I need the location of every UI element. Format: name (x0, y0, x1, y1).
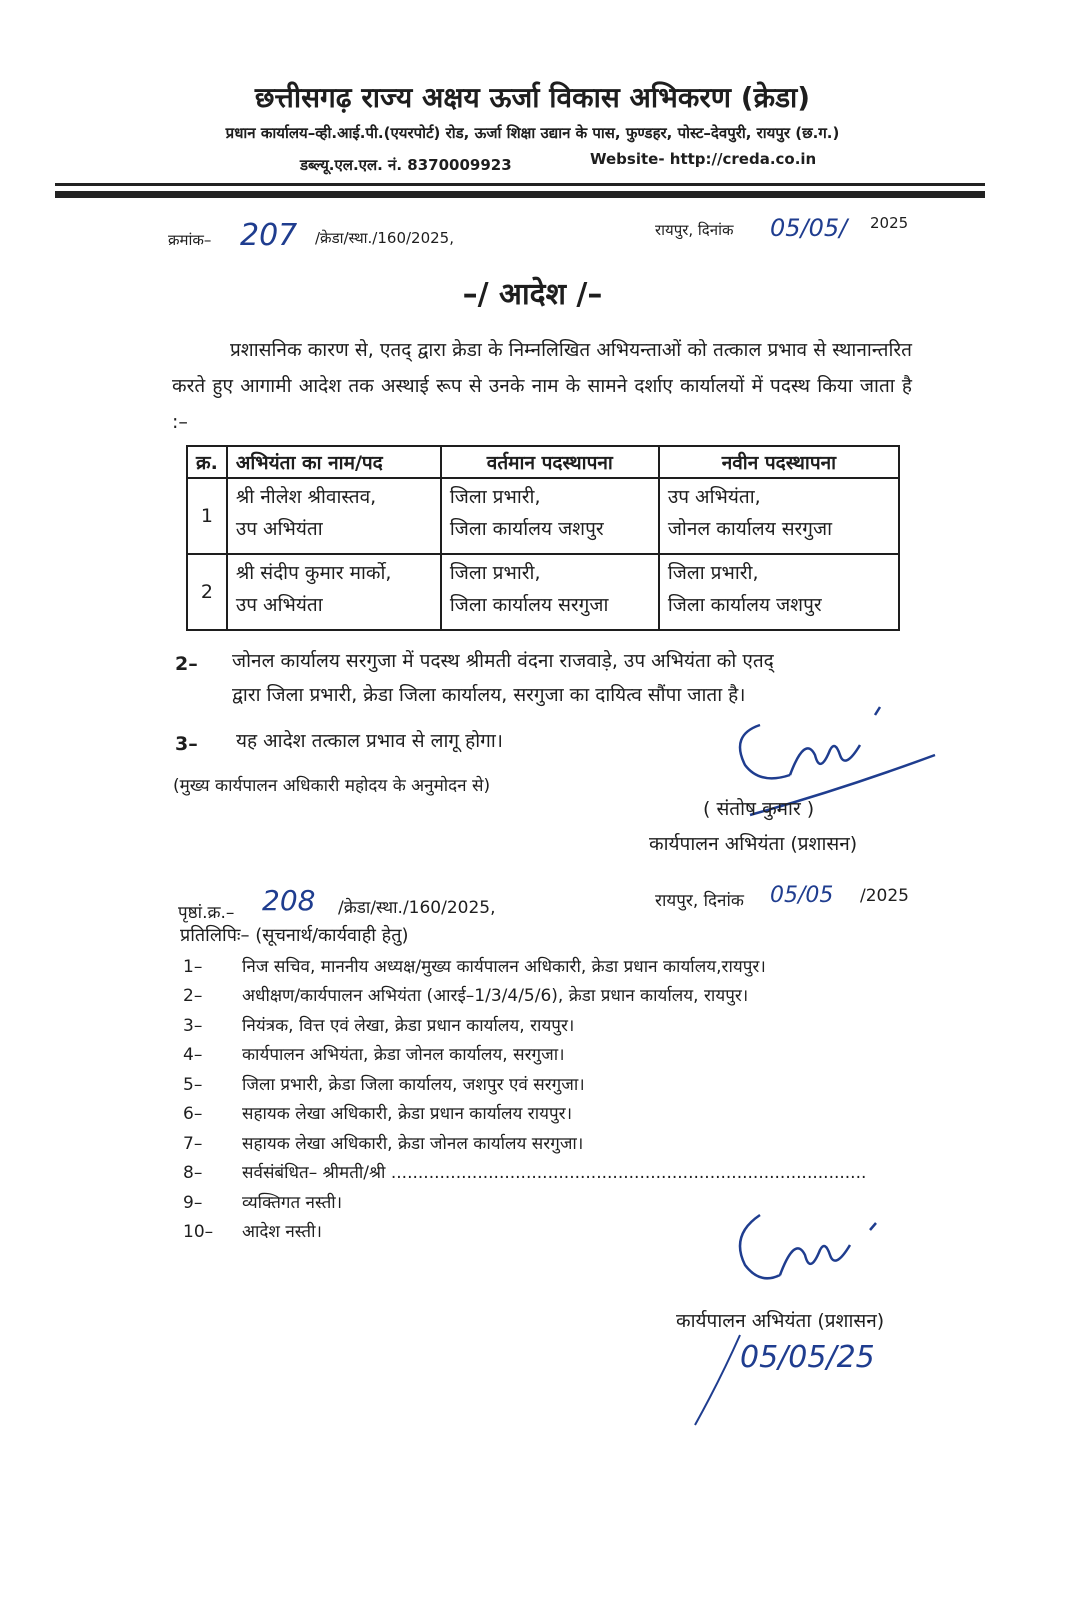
copy-item-number: 3– (183, 1016, 203, 1036)
row-sn: 1 (187, 478, 227, 554)
copy-item-number: 10– (183, 1222, 214, 1242)
copy-item-text: सर्वसंबंधित– श्रीमती/श्री ........................................................................................ (242, 1163, 867, 1183)
endorsement-date-handwritten: 05/05 (770, 883, 834, 908)
copy-item-text: व्यक्तिगत नस्ती। (242, 1193, 343, 1213)
current-posting-line2: जिला कार्यालय सरगुजा (449, 594, 609, 616)
point-3-number: 3– (175, 733, 198, 755)
table-row (187, 478, 899, 554)
order-ref-number: 207 (240, 218, 298, 253)
point-2-line1: जोनल कार्यालय सरगुजा में पदस्थ श्रीमती वंदना राजवाड़े, उप अभियंता को एतद् (232, 650, 774, 672)
org-title: छत्तीसगढ़ राज्य अक्षय ऊर्जा विकास अभिकरण (क्रेडा) (254, 81, 811, 114)
approval-note: (मुख्य कार्यपालन अधिकारी महोदय के अनुमोदन से) (173, 776, 491, 796)
copy-item-number: 8– (183, 1163, 203, 1183)
row-new-posting (659, 478, 899, 554)
copy-to-heading: प्रतिलिपिः– (सूचनार्थ/कार्यवाही हेतु) (180, 925, 409, 946)
signatory-designation: कार्यपालन अभियंता (प्रशासन) (649, 833, 858, 855)
endorsement-ref-prefix: पृष्ठां.क्र.– (178, 903, 235, 923)
order-ref-suffix: /क्रेडा/स्था./160/2025, (315, 229, 454, 247)
col-header-name: अभियंता का नाम/पद (227, 446, 441, 478)
signatory-name: ( संतोष कुमार ) (703, 798, 815, 820)
col-header-current: वर्तमान पदस्थापना (441, 446, 659, 478)
order-date-handwritten: 05/05/ (770, 214, 848, 242)
endorsement-signatory-designation: कार्यपालन अभियंता (प्रशासन) (676, 1310, 885, 1332)
endorsement-date-prefix: रायपुर, दिनांक (655, 891, 744, 911)
signature-2 (720, 1205, 900, 1305)
col-header-new: नवीन पदस्थापना (659, 446, 899, 478)
copy-item-text: कार्यपालन अभियंता, क्रेडा जोनल कार्यालय, सरगुजा। (242, 1045, 565, 1065)
table-header-row (187, 446, 899, 478)
row-new-posting (659, 554, 899, 630)
row-engineer (227, 478, 441, 554)
transfer-table (186, 445, 900, 631)
engineer-name: श्री संदीप कुमार मार्को, (235, 562, 392, 584)
row-sn: 2 (187, 554, 227, 630)
signature-stroke (680, 1330, 780, 1430)
col-header-sn: क्र. (187, 446, 227, 478)
table-row (187, 554, 899, 630)
order-intro-paragraph: प्रशासनिक कारण से, एतद् द्वारा क्रेडा के निम्नलिखित अभियन्ताओं को तत्काल प्रभाव से स्थानान्तरित करते हुए आगामी आदेश तक अस्थाई रूप से उनके नाम के सामने दर्शाए कार्यालयों में पदस्थ किया जाता है :– (172, 339, 912, 433)
copy-item-text: सहायक लेखा अधिकारी, क्रेडा जोनल कार्यालय सरगुजा। (242, 1134, 584, 1154)
order-date-prefix: रायपुर, दिनांक (655, 221, 734, 239)
order-title: –/ आदेश /– (462, 277, 603, 312)
current-posting-line2: जिला कार्यालय जशपुर (449, 518, 604, 540)
point-3-text: यह आदेश तत्काल प्रभाव से लागू होगा। (236, 730, 503, 752)
header-divider-thick (55, 191, 985, 198)
copy-item-text: अधीक्षण/कार्यपालन अभियंता (आरई–1/3/4/5/6), क्रेडा प्रधान कार्यालय, रायपुर। (242, 986, 749, 1006)
copy-item-number: 7– (183, 1134, 203, 1154)
new-posting-line2: जिला कार्यालय जशपुर (667, 594, 822, 616)
row-engineer (227, 554, 441, 630)
engineer-designation: उप अभियंता (235, 518, 323, 540)
order-date-year: 2025 (870, 214, 909, 232)
header-divider-thin (55, 183, 985, 186)
copy-item-text: जिला प्रभारी, क्रेडा जिला कार्यालय, जशपुर एवं सरगुजा। (242, 1075, 585, 1095)
copy-item-number: 2– (183, 986, 203, 1006)
engineer-name: श्री नीलेश श्रीवास्तव, (235, 486, 377, 508)
org-website: Website- http://creda.co.in (590, 150, 817, 168)
copy-item-number: 5– (183, 1075, 203, 1095)
org-address: प्रधान कार्यालय–व्ही.आई.पी.(एयरपोर्ट) रोड, ऊर्जा शिक्षा उद्यान के पास, फुण्डहर, पोस्ट–देवपुरी, रायपुर (छ.ग.) (225, 124, 840, 142)
new-posting-line2: जोनल कार्यालय सरगुजा (667, 518, 833, 540)
org-phone: डब्ल्यू.एल.एल. नं. 8370009923 (300, 156, 512, 174)
order-ref-prefix: क्रमांक– (168, 231, 212, 249)
endorsement-ref-number: 208 (262, 884, 316, 917)
copy-item-number: 6– (183, 1104, 203, 1124)
copy-item-number: 9– (183, 1193, 203, 1213)
row-current-posting (441, 554, 659, 630)
current-posting-line1: जिला प्रभारी, (449, 562, 541, 584)
copy-item-number: 1– (183, 957, 203, 977)
copy-item-number: 4– (183, 1045, 203, 1065)
new-posting-line1: जिला प्रभारी, (667, 562, 759, 584)
point-2-line2: द्वारा जिला प्रभारी, क्रेडा जिला कार्यालय, सरगुजा का दायित्व सौंपा जाता है। (232, 684, 746, 706)
point-2-number: 2– (175, 653, 198, 675)
endorsement-handwritten-date: 05/05/25 (740, 1340, 875, 1375)
engineer-designation: उप अभियंता (235, 594, 323, 616)
copy-item-text: सहायक लेखा अधिकारी, क्रेडा प्रधान कार्यालय रायपुर। (242, 1104, 573, 1124)
new-posting-line1: उप अभियंता, (667, 486, 761, 508)
copy-item-text: निज सचिव, माननीय अध्यक्ष/मुख्य कार्यपालन अधिकारी, क्रेडा प्रधान कार्यालय,रायपुर। (242, 957, 766, 977)
copy-item-text: आदेश नस्ती। (242, 1222, 322, 1242)
endorsement-date-year: /2025 (860, 886, 909, 906)
current-posting-line1: जिला प्रभारी, (449, 486, 541, 508)
endorsement-ref-suffix: /क्रेडा/स्था./160/2025, (338, 898, 496, 918)
row-current-posting (441, 478, 659, 554)
copy-item-text: नियंत्रक, वित्त एवं लेखा, क्रेडा प्रधान कार्यालय, रायपुर। (242, 1016, 575, 1036)
